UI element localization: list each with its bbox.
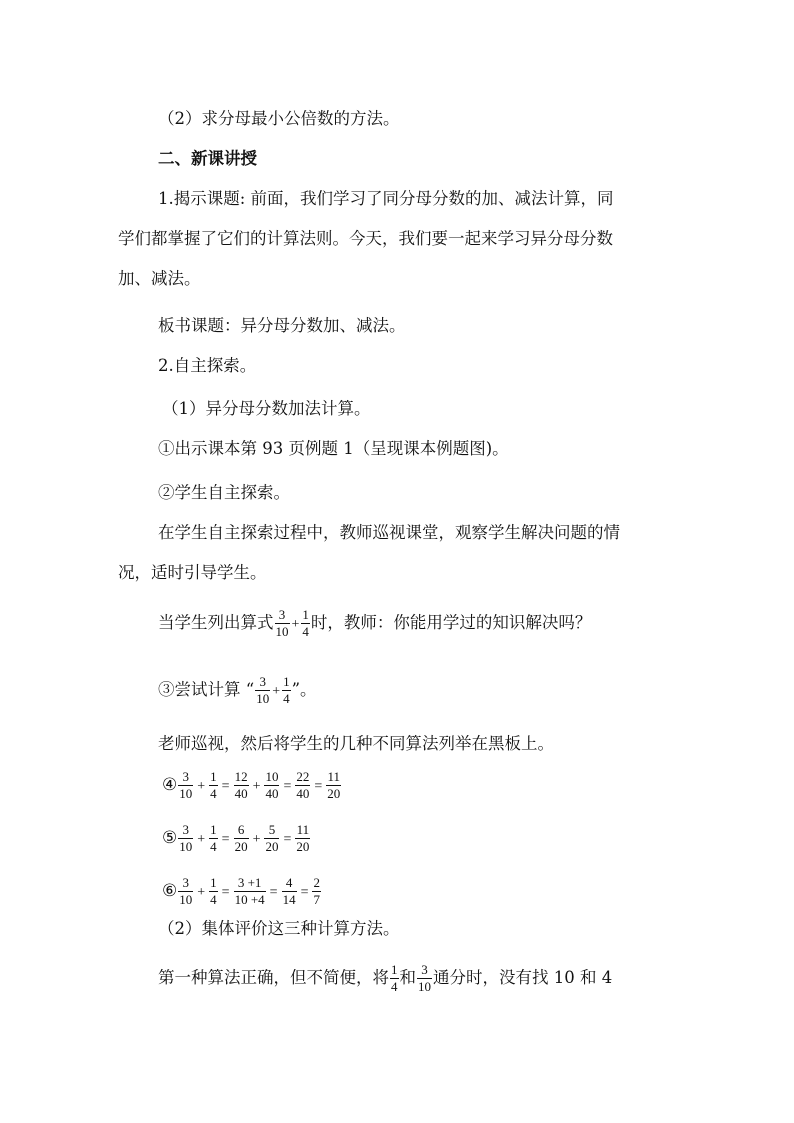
denominator: 40 [296,786,310,801]
numerator: 4 [285,875,293,890]
denominator: 10 [179,839,193,854]
equals-sign: = [221,779,230,794]
fraction [282,675,291,706]
denominator: 7 [313,892,320,907]
numerator: 22 [296,769,310,784]
fraction [282,876,297,907]
denominator: 20 [327,786,341,801]
text-segment: 当学生列出算式 [158,613,274,632]
denominator: 10 +4 [234,892,265,907]
fraction [295,770,310,801]
plus-sign: + [197,779,206,794]
numerator: 3 [182,875,189,890]
text-line: 加、减法。 [118,269,201,288]
fraction [295,823,310,854]
numerator: 10 [265,769,279,784]
formula-line [158,963,612,994]
denominator: 4 [391,979,398,994]
text-line: （2）求分母最小公倍数的方法。 [158,109,400,128]
text-segment: ”。 [291,680,317,699]
denominator: 20 [234,839,248,854]
plus-sign: + [272,684,281,699]
fraction [178,823,193,854]
numerator: 3 [182,769,189,784]
fraction [275,608,290,639]
fraction [178,770,193,801]
text-line: 学们都掌握了它们的计算法则。今天，我们要一起来学习异分母分数 [118,229,613,248]
text-line: （2）集体评价这三种计算方法。 [158,919,400,938]
denominator: 10 [275,624,289,639]
denominator: 14 [282,892,296,907]
numerator: 1 [302,607,309,622]
text-segment: 第一种算法正确，但不简便，将 [158,968,389,987]
numerator: 3 [182,822,189,837]
denominator: 4 [283,691,290,706]
numerator: 3 [278,607,286,622]
fraction [312,876,321,907]
fraction [234,823,249,854]
text-segment: ③尝试计算 “ [158,680,255,699]
denominator: 4 [210,839,217,854]
fraction [264,770,279,801]
plus-sign: + [197,832,206,847]
text-segment: 时，教师：你能用学过的知识解决吗？ [310,613,592,632]
equals-sign: = [300,885,309,900]
numerator: 3 [259,674,266,689]
method-six [162,876,322,907]
text-line: 老师巡视，然后将学生的几种不同算法列举在黑板上。 [158,734,554,753]
denominator: 10 [256,691,270,706]
equals-sign: = [314,779,323,794]
equals-sign: = [269,885,278,900]
numerator: 5 [268,822,276,837]
denominator: 4 [210,892,217,907]
method-four [162,770,342,801]
equals-sign: = [221,832,230,847]
numerator: 3 [421,962,428,977]
method-five [162,823,311,854]
plus-sign: + [252,779,261,794]
numerator: 11 [296,822,310,837]
denominator: 40 [265,786,279,801]
fraction [209,770,218,801]
fraction [209,876,218,907]
equals-sign: = [283,779,292,794]
marker: ⑥ [162,881,178,901]
numerator: 11 [327,769,341,784]
text-line: ②学生自主探索。 [158,483,290,502]
fraction [234,876,266,907]
equals-sign: = [283,832,292,847]
numerator: 1 [391,962,398,977]
denominator: 10 [179,892,193,907]
text-line: （1）异分母分数加法计算。 [162,399,371,418]
plus-sign: + [291,617,300,632]
marker: ⑤ [162,828,178,848]
marker: ④ [162,775,178,795]
denominator: 20 [265,839,279,854]
equals-sign: = [221,885,230,900]
numerator: 3 +1 [237,875,262,890]
fraction [255,675,270,706]
text-line: ①出示课本第 93 页例题 1（呈现课本例题图)。 [158,439,509,458]
fraction [390,963,399,994]
section-heading: 二、新课讲授 [158,149,257,168]
fraction [301,608,310,639]
text-line: 2.自主探索。 [158,356,257,375]
denominator: 40 [234,786,248,801]
fraction [326,770,341,801]
denominator: 10 [179,786,193,801]
fraction [234,770,249,801]
text-line: 在学生自主探索过程中，教师巡视课堂，观察学生解决问题的情 [158,523,620,542]
plus-sign: + [197,885,206,900]
plus-sign: + [252,832,261,847]
fraction [417,963,432,994]
fraction [178,876,193,907]
numerator: 1 [210,769,217,784]
text-line: 板书课题：异分母分数加、减法。 [158,316,406,335]
text-segment: 和 [399,968,416,987]
fraction [264,823,279,854]
numerator: 1 [210,875,217,890]
numerator: 12 [234,769,248,784]
numerator: 1 [210,822,217,837]
numerator: 1 [283,674,290,689]
formula-line [158,608,591,639]
denominator: 20 [296,839,310,854]
numerator: 2 [313,875,320,890]
denominator: 4 [302,624,309,639]
denominator: 10 [418,979,431,994]
text-segment: 通分时，没有找 10 和 4 [433,968,613,987]
text-line: 1.揭示课题: 前面，我们学习了同分母分数的加、减法计算，同 [158,189,614,208]
formula-line [158,675,317,706]
numerator: 6 [237,822,245,837]
denominator: 4 [210,786,217,801]
fraction [209,823,218,854]
text-line: 况，适时引导学生。 [118,563,267,582]
